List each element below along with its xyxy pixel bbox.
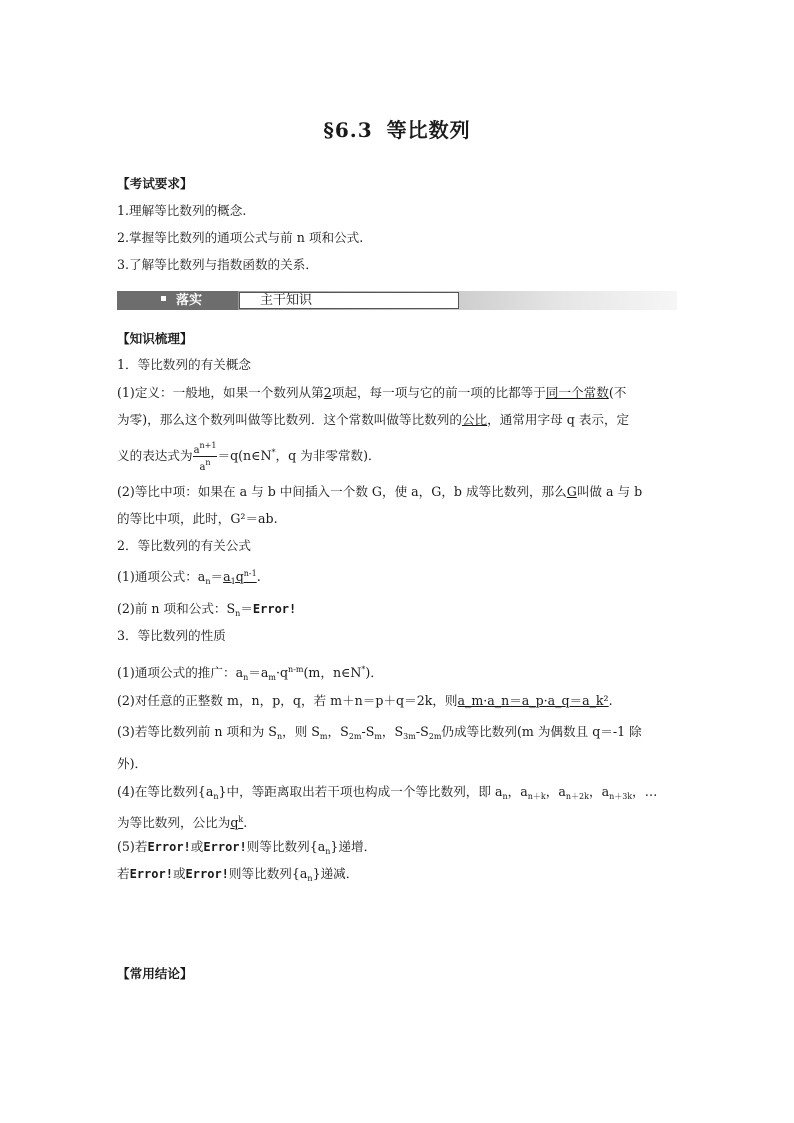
error-text: Error! <box>147 840 191 854</box>
geometric-mean-line: 的等比中项，此时，G²＝ab. <box>117 511 278 526</box>
fill-blank: G <box>566 484 577 499</box>
banner-label-text: 主干知识 <box>260 293 313 308</box>
error-text: Error! <box>129 867 173 881</box>
exam-item: 1.理解等比数列的概念. <box>117 203 247 218</box>
exam-heading: 【考试要求】 <box>117 176 193 191</box>
exam-item: 3.了解等比数列与指数函数的关系． <box>117 257 318 272</box>
property-line: (5)若Error!或Error!则等比数列$\{a_n\}$递增． <box>117 839 377 856</box>
error-text: Error! <box>185 867 229 881</box>
banner-label <box>239 292 459 309</box>
formula-sum: (2)前 n 项和公式：$S_n=Error$! <box>117 601 297 618</box>
definition-line: (1)定义：一般地，如果一个数列从第2项起，每一项与它的前一项的比都等于同一个常数(不 <box>117 385 627 400</box>
property-line: 为等比数列，公比为$q^k$. <box>117 815 248 830</box>
formula-general-term: (1)通项公式：$a_n=a_1q^{n-1}$. <box>117 569 261 586</box>
common-heading: 【常用结论】 <box>117 966 193 981</box>
property-line: (3)若等比数列前 n 项和为 $S_n$，则 $S_m$，$S_{2m}-S_m$，$S_{3m}-S_{2m}$仍成等比数列(m 为偶数且 q＝-1 除 <box>117 724 642 741</box>
knowledge-heading: 【知识梳理】 <box>117 331 193 346</box>
property-line: (4)在等比数列$\{a_n\}$中，等距离取出若干项也构成一个等比数列，即 $a_n$，$a_{n+k}$，$a_{n+2k}$，$a_{n+3k}$，… <box>117 784 658 801</box>
fill-blank: 2 <box>323 385 332 400</box>
property-line: (1)通项公式的推广：$a_n=a_m\cdot q^{n-m}(m$，n∈N*)． <box>117 665 383 682</box>
error-text: Error! <box>252 602 297 616</box>
banner-tag-text: 落实 <box>176 293 203 308</box>
fill-blank: $a_1q^{n-1}$ <box>223 569 257 586</box>
subsection-title: 2．等比数列的有关公式 <box>117 538 251 553</box>
exam-item: 2.掌握等比数列的通项公式与前 n 项和公式. <box>117 230 364 245</box>
section-title: 等比数列 <box>386 118 471 142</box>
section-number: §6.3 <box>323 118 373 142</box>
error-text: Error! <box>203 840 247 854</box>
definition-formula-line: 义的表达式为 $\frac{a^{n+1}}{a^n}$ ＝q(n∈N*，q 为非零常数)． <box>117 441 381 473</box>
banner-tag <box>117 291 238 310</box>
section-banner <box>117 291 677 310</box>
subsection-title: 1．等比数列的有关概念 <box>117 357 251 372</box>
ratio-fraction: $\frac{a^{n+1}}{a^n}$ <box>193 441 217 473</box>
fill-blank: a_m·a_n＝a_p·a_q＝a_k² <box>457 693 609 708</box>
fill-blank: $q^k$ <box>230 815 244 830</box>
page-title <box>0 114 794 143</box>
property-line: 外)． <box>117 756 148 771</box>
square-bullet-icon <box>161 296 166 301</box>
property-line: 若Error!或Error!则等比数列$\{a_n\}$递减． <box>117 866 359 883</box>
definition-line: 为零)，那么这个数列叫做等比数列．这个常数叫做等比数列的公比，通常用字母 q 表示，定 <box>117 412 630 427</box>
fill-blank: 同一个常数 <box>545 385 609 400</box>
fill-blank: 公比 <box>461 412 488 427</box>
geometric-mean-line: (2)等比中项：如果在 a 与 b 中间插入一个数 G，使 a，G，b 成等比数列，那么G叫做 a 与 b <box>117 484 643 499</box>
property-line: (2)对任意的正整数 m，n，p，q，若 m＋n＝p＋q＝2k，则a_m·a_n＝a_p·a_q＝a_k². <box>117 693 613 708</box>
subsection-title: 3．等比数列的性质 <box>117 628 226 643</box>
